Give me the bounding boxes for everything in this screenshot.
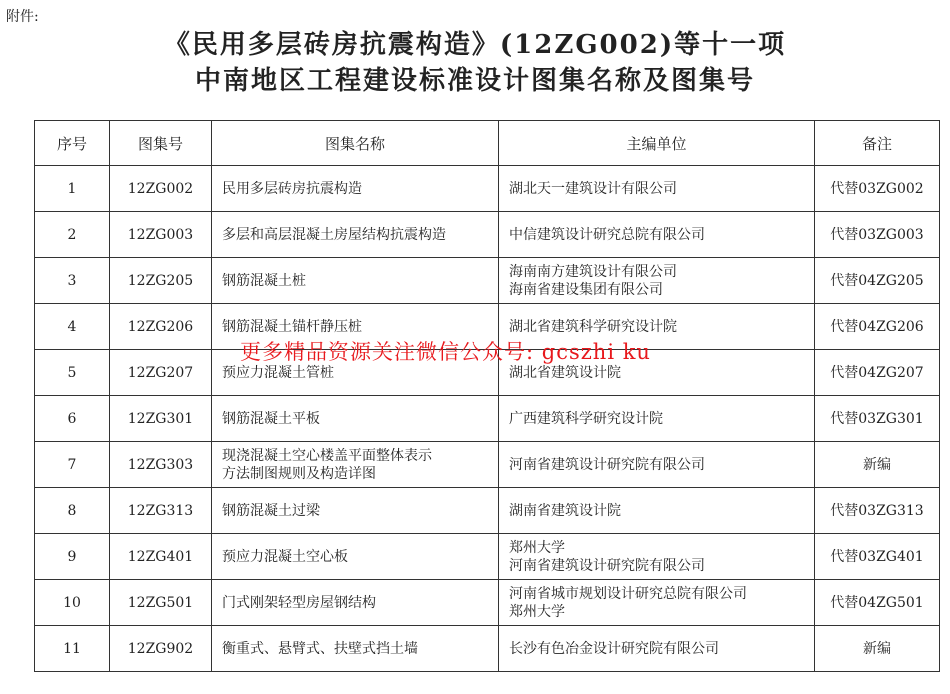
cell-no: 7 <box>35 442 110 488</box>
cell-note: 代替04ZG205 <box>815 258 940 304</box>
cell-name-line: 预应力混凝土管桩 <box>222 364 334 381</box>
cell-note: 代替03ZG313 <box>815 488 940 534</box>
cell-code: 12ZG303 <box>110 442 212 488</box>
cell-name <box>212 442 499 488</box>
cell-editor-line: 郑州大学 <box>509 603 565 620</box>
cell-editor-line: 海南省建设集团有限公司 <box>509 281 663 298</box>
cell-name-line: 钢筋混凝土桩 <box>222 272 306 289</box>
cell-note: 代替04ZG501 <box>815 580 940 626</box>
table-row <box>35 212 940 258</box>
cell-no: 2 <box>35 212 110 258</box>
cell-code: 12ZG313 <box>110 488 212 534</box>
attachment-label: 附件: <box>6 9 39 25</box>
table-row <box>35 488 940 534</box>
cell-note: 代替03ZG301 <box>815 396 940 442</box>
cell-code: 12ZG206 <box>110 304 212 350</box>
cell-name <box>212 534 499 580</box>
cell-editor-line: 长沙有色冶金设计研究院有限公司 <box>509 640 719 657</box>
cell-code: 12ZG401 <box>110 534 212 580</box>
cell-editor-line: 湖南省建筑设计院 <box>509 502 621 519</box>
table-body <box>35 166 940 672</box>
header-no: 序号 <box>35 121 110 166</box>
watermark-text: 更多精品资源关注微信公众号: gcszhi ku <box>240 340 651 364</box>
cell-name-line: 现浇混凝土空心楼盖平面整体表示 <box>222 447 432 464</box>
cell-name-line: 民用多层砖房抗震构造 <box>222 180 362 197</box>
cell-note: 代替03ZG401 <box>815 534 940 580</box>
cell-editor <box>499 488 815 534</box>
cell-note: 新编 <box>815 442 940 488</box>
cell-no: 1 <box>35 166 110 212</box>
document-title-line2: 中南地区工程建设标准设计图集名称及图集号 <box>194 66 755 96</box>
cell-editor-line: 河南省建筑设计研究院有限公司 <box>509 557 705 574</box>
cell-name-line: 钢筋混凝土锚杆静压桩 <box>222 318 362 335</box>
cell-code: 12ZG003 <box>110 212 212 258</box>
cell-note: 代替03ZG003 <box>815 212 940 258</box>
table-row <box>35 258 940 304</box>
table-row <box>35 396 940 442</box>
cell-no: 4 <box>35 304 110 350</box>
cell-editor <box>499 166 815 212</box>
table-header-row <box>35 121 940 166</box>
cell-name-line: 多层和高层混凝土房屋结构抗震构造 <box>222 226 446 243</box>
cell-editor <box>499 580 815 626</box>
cell-name <box>212 580 499 626</box>
cell-editor-line: 郑州大学 <box>509 539 565 556</box>
cell-editor-line: 湖北省建筑科学研究设计院 <box>509 318 677 335</box>
cell-code: 12ZG207 <box>110 350 212 396</box>
cell-editor-line: 湖北天一建筑设计有限公司 <box>509 180 677 197</box>
cell-no: 9 <box>35 534 110 580</box>
cell-note: 代替04ZG207 <box>815 350 940 396</box>
cell-editor <box>499 442 815 488</box>
cell-name <box>212 212 499 258</box>
cell-name-line: 方法制图规则及构造详图 <box>222 465 376 482</box>
header-note: 备注 <box>815 121 940 166</box>
cell-editor-line: 河南省建筑设计研究院有限公司 <box>509 456 705 473</box>
cell-code: 12ZG002 <box>110 166 212 212</box>
cell-name <box>212 488 499 534</box>
cell-code: 12ZG301 <box>110 396 212 442</box>
cell-editor <box>499 534 815 580</box>
cell-name-line: 衡重式、悬臂式、扶壁式挡土墙 <box>222 640 418 657</box>
cell-editor-line: 海南南方建筑设计有限公司 <box>509 263 677 280</box>
cell-editor <box>499 212 815 258</box>
table-row <box>35 580 940 626</box>
cell-no: 8 <box>35 488 110 534</box>
cell-no: 10 <box>35 580 110 626</box>
cell-editor-line: 湖北省建筑设计院 <box>509 364 621 381</box>
cell-editor-line: 广西建筑科学研究设计院 <box>509 410 663 427</box>
cell-name-line: 预应力混凝土空心板 <box>222 548 348 565</box>
cell-code: 12ZG205 <box>110 258 212 304</box>
cell-no: 11 <box>35 626 110 672</box>
table-row <box>35 534 940 580</box>
cell-name-line: 钢筋混凝土过梁 <box>222 502 320 519</box>
cell-name <box>212 166 499 212</box>
cell-name <box>212 626 499 672</box>
cell-note: 新编 <box>815 626 940 672</box>
table-row <box>35 626 940 672</box>
document-title-line1: 《民用多层砖房抗震构造》(12ZG002)等十一项 <box>163 30 787 60</box>
cell-editor <box>499 258 815 304</box>
cell-no: 3 <box>35 258 110 304</box>
cell-name <box>212 258 499 304</box>
cell-name <box>212 396 499 442</box>
header-code: 图集号 <box>110 121 212 166</box>
cell-editor <box>499 626 815 672</box>
cell-name-line: 门式刚架轻型房屋钢结构 <box>222 594 376 611</box>
cell-code: 12ZG501 <box>110 580 212 626</box>
standards-table <box>34 120 940 672</box>
cell-code: 12ZG902 <box>110 626 212 672</box>
cell-editor-line: 中信建筑设计研究总院有限公司 <box>509 226 705 243</box>
header-name: 图集名称 <box>212 121 499 166</box>
cell-no: 6 <box>35 396 110 442</box>
table-row <box>35 166 940 212</box>
cell-note: 代替03ZG002 <box>815 166 940 212</box>
cell-name-line: 钢筋混凝土平板 <box>222 410 320 427</box>
table-row <box>35 442 940 488</box>
cell-editor-line: 河南省城市规划设计研究总院有限公司 <box>509 585 747 602</box>
cell-note: 代替04ZG206 <box>815 304 940 350</box>
header-editor: 主编单位 <box>499 121 815 166</box>
cell-no: 5 <box>35 350 110 396</box>
cell-editor <box>499 396 815 442</box>
